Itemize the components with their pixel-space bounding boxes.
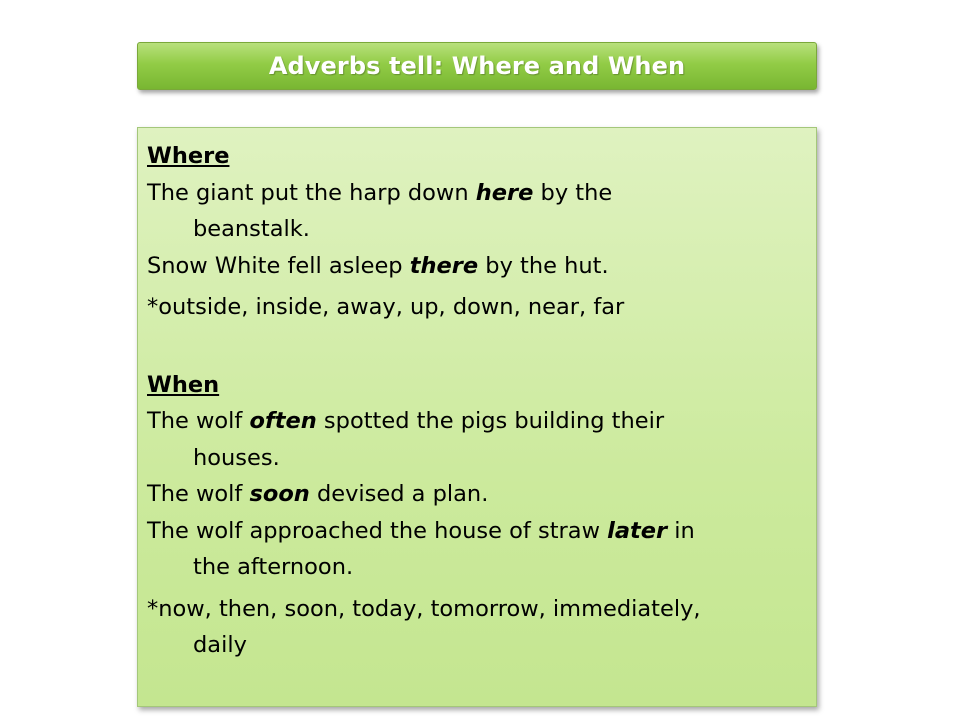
when-sentence-1-continued: houses.	[193, 444, 280, 471]
adverb-there: there	[409, 252, 479, 279]
when-sentence-1	[147, 403, 810, 440]
where-sentence-1	[147, 175, 810, 212]
when-s3-text-start: The wolf approached the house of straw	[147, 517, 608, 544]
where-s1-text-end: by the	[533, 179, 613, 206]
adverb-soon: soon	[249, 481, 310, 507]
where-sentence-1-continued: beanstalk.	[193, 216, 310, 242]
adverb-here: here	[475, 179, 534, 206]
adverb-often: often	[249, 408, 317, 434]
adverb-later: later	[607, 517, 668, 544]
when-s1-text-end: spotted the pigs building their	[316, 408, 665, 434]
when-s3-text-end: in	[667, 517, 695, 544]
when-s2-text-end: devised a plan.	[309, 481, 489, 507]
where-s2-text-start: Snow White fell asleep	[147, 252, 410, 279]
where-sentence-2	[147, 248, 810, 285]
when-examples: *now, then, soon, today, tomorrow, immediately,	[147, 595, 701, 622]
content-box	[137, 127, 817, 707]
when-examples-continued: daily	[193, 632, 247, 658]
slide-title: Adverbs tell: Where and When	[268, 52, 686, 80]
slide-title-banner	[137, 42, 817, 90]
where-examples: *outside, inside, away, up, down, near, far	[147, 294, 625, 320]
where-s2-text-end: by the hut.	[478, 252, 609, 279]
when-sentence-3-continued: the afternoon.	[193, 554, 354, 580]
when-s2-text-start: The wolf	[147, 481, 250, 507]
when-sentence-3	[147, 513, 810, 550]
when-s1-text-start: The wolf	[147, 408, 250, 434]
when-sentence-2	[147, 476, 810, 513]
where-heading: Where	[147, 143, 230, 169]
where-s1-text-start: The giant put the harp down	[147, 179, 476, 206]
when-heading: When	[147, 371, 220, 398]
